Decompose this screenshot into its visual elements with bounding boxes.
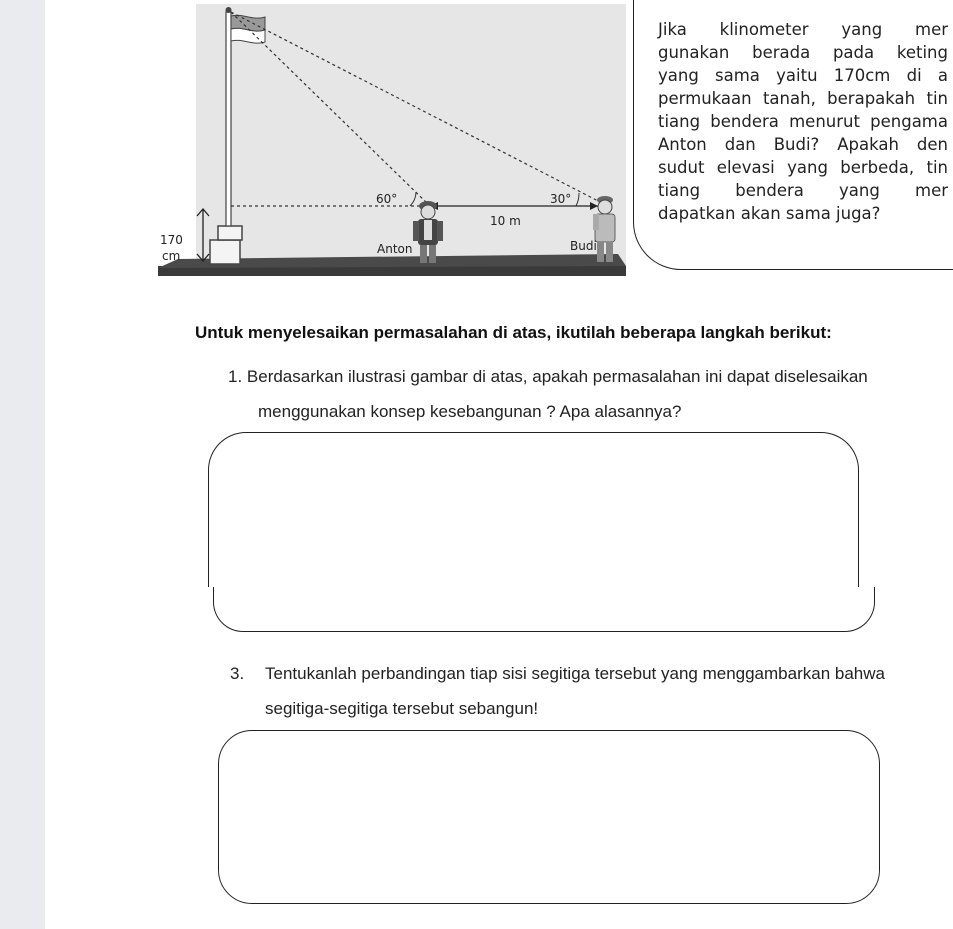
left-gutter [0,0,45,929]
question-1-line-1: 1. Berdasarkan ilustrasi gambar di atas, apakah permasalahan ini dapat diselesaikan [228,367,868,386]
answer-box-1[interactable] [208,432,859,587]
callout-line: tiang bendera yang mer [658,181,948,200]
question-1 [228,359,868,429]
anton-label: Anton [377,242,413,256]
callout-line: gunakan berada pada keting [658,43,948,62]
budi-label: Budi [570,239,597,253]
height-unit-label: cm [162,249,181,263]
callout-line: dapatkan akan sama juga? [658,204,881,223]
flagpole [226,12,231,226]
callout-line: permukaan tanah, berapakah tin [658,89,948,108]
flagpole-base [210,240,240,264]
question-1-line-2: menggunakan konsep kesebangunan ? Apa alasannya? [258,402,682,421]
callout-line: Jika klinometer yang mer [658,20,948,39]
callout-line: Anton dan Budi? Apakah den [658,135,948,154]
question-3-line-1: Tentukanlah perbandingan tiap sisi segitiga tersebut yang menggambarkan bahwa [265,664,885,683]
question-3-line-2: segitiga-segitiga tersebut sebangun! [265,699,539,718]
answer-box-1-bottom[interactable] [213,587,875,632]
question-3-number: 3. [230,664,245,683]
instruction-heading: Untuk menyelesaikan permasalahan di atas, ikutilah beberapa langkah berikut: [195,323,832,342]
height-value-label: 170 [160,233,183,247]
callout-line: tiang bendera menurut pengama [658,112,948,131]
angle-label-budi: 30° [550,192,572,206]
question-3 [230,656,885,726]
distance-label: 10 m [490,214,521,228]
callout-line: sudut elevasi yang berbeda, tin [658,158,948,177]
problem-callout-text [658,18,948,225]
answer-box-3[interactable] [218,730,880,904]
flagpole-illustration [158,4,626,276]
angle-label-anton: 60° [376,192,398,206]
callout-line: yang sama yaitu 170cm di a [658,66,948,85]
flag-white [231,28,265,43]
